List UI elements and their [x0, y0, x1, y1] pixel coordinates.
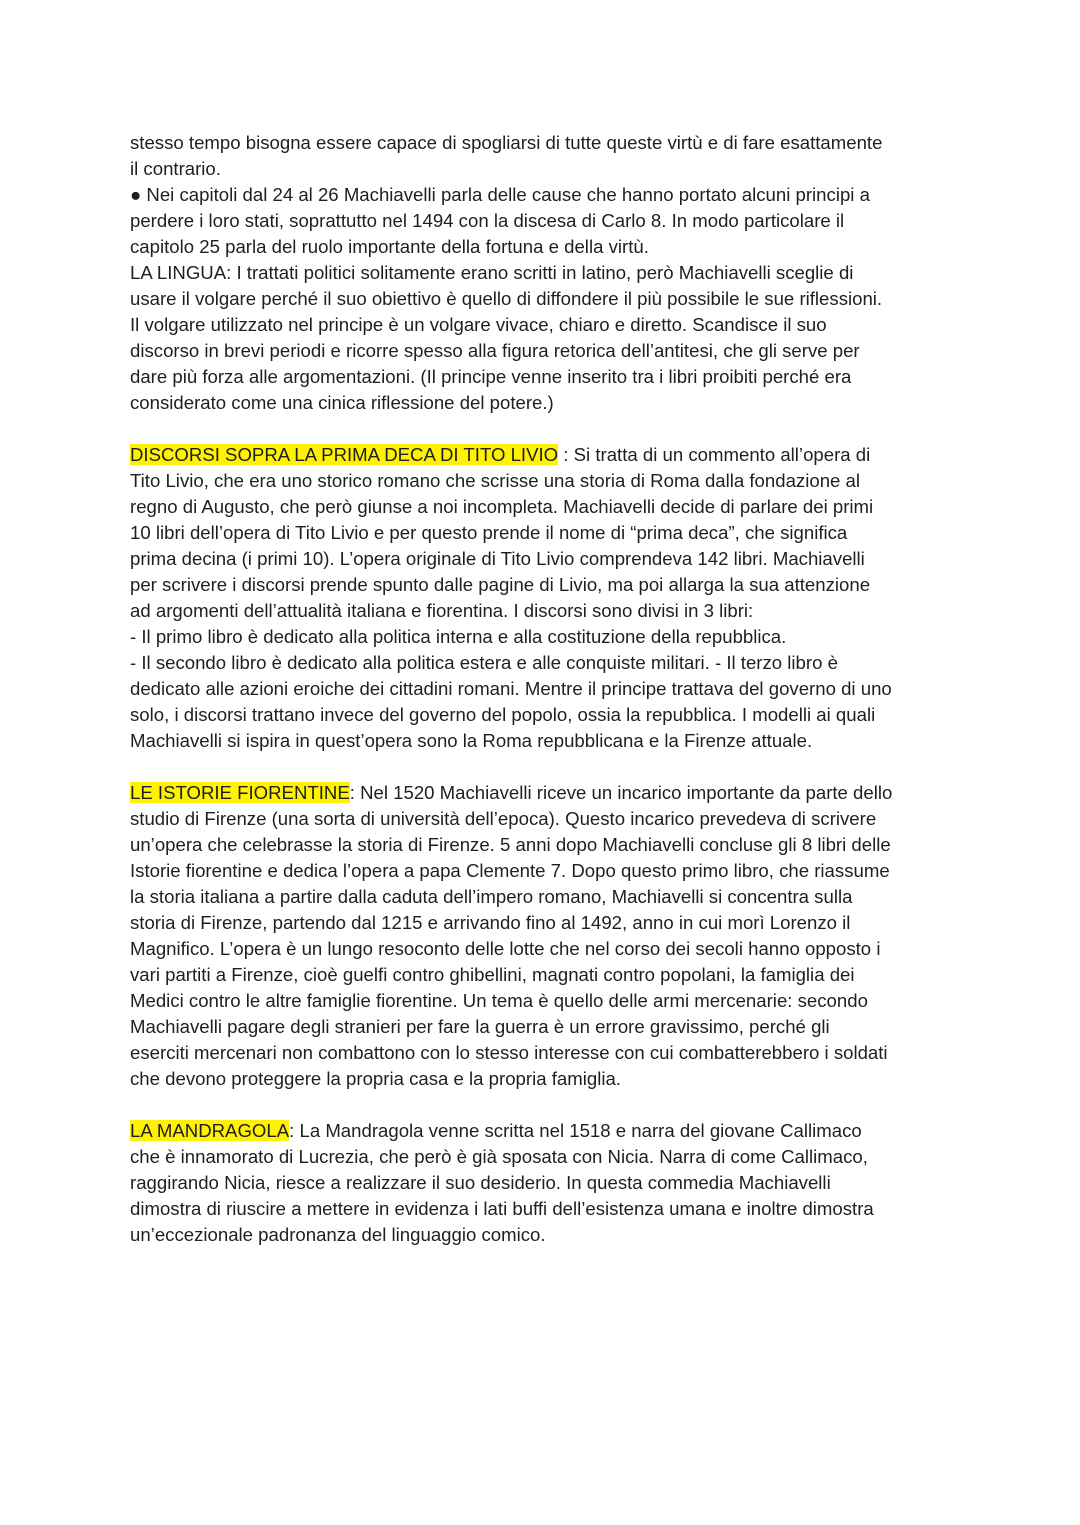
text-line: eserciti mercenari non combattono con lo stesso interesse con cui combatterebbero i soldati: [130, 1042, 888, 1063]
istorie-section: [130, 780, 970, 1092]
mandragola-section: [130, 1118, 970, 1248]
text-line: LA LINGUA: I trattati politici solitamente erano scritti in latino, però Machiavelli sceglie di: [130, 262, 854, 283]
paragraph-spacer: [130, 416, 970, 442]
text-line: Medici contro le altre famiglie fiorentine. Un tema è quello delle armi mercenarie: secondo: [130, 990, 868, 1011]
section-first-line: [130, 780, 970, 806]
text-line: stesso tempo bisogna essere capace di spogliarsi di tutte queste virtù e di fare esattamente: [130, 132, 883, 153]
text-line: Magnifico. L’opera è un lungo resoconto delle lotte che nel corso dei secoli hanno opposto i: [130, 938, 881, 959]
text-line: ad argomenti dell’attualità italiana e fiorentina. I discorsi sono divisi in 3 libri:: [130, 600, 754, 621]
section-heading-highlight: LE ISTORIE FIORENTINE: [130, 782, 350, 803]
text-line: Machiavelli si ispira in quest’opera sono la Roma repubblicana e la Firenze attuale.: [130, 730, 813, 751]
section-heading-highlight: DISCORSI SOPRA LA PRIMA DECA DI TITO LIVIO: [130, 444, 559, 465]
text-line: 10 libri dell’opera di Tito Livio e per questo prende il nome di “prima deca”, che significa: [130, 522, 848, 543]
text-line: dimostra di riuscire a mettere in evidenza i lati buffi dell’esistenza umana e inoltre dimostra: [130, 1198, 874, 1219]
text-line: solo, i discorsi trattano invece del governo del popolo, ossia la repubblica. I modelli ai quali: [130, 704, 876, 725]
text-line: che è innamorato di Lucrezia, che però è già sposata con Nicia. Narra di come Callimaco,: [130, 1146, 868, 1167]
text-line: Machiavelli pagare degli stranieri per fare la guerra è un errore gravissimo, perché gli: [130, 1016, 830, 1037]
text-line: prima decina (i primi 10). L’opera originale di Tito Livio comprendeva 142 libri. Machiavelli: [130, 548, 865, 569]
text-line: il contrario.: [130, 158, 221, 179]
text-line: perdere i loro stati, soprattutto nel 1494 con la discesa di Carlo 8. In modo particolare il: [130, 210, 845, 231]
section-heading-highlight: LA MANDRAGOLA: [130, 1120, 290, 1141]
text-line: un’opera che celebrasse la storia di Firenze. 5 anni dopo Machiavelli concluse gli 8 libri delle: [130, 834, 891, 855]
section-first-line: [130, 442, 970, 468]
text-line: Istorie fiorentine e dedica l’opera a papa Clemente 7. Dopo questo primo libro, che riassume: [130, 860, 890, 881]
paragraph-spacer: [130, 1092, 970, 1118]
section-first-line: [130, 1118, 970, 1144]
document-page: [130, 130, 970, 1248]
list-line: - Il secondo libro è dedicato alla politica estera e alle conquiste militari. - Il terzo libro è: [130, 652, 838, 673]
text-line: per scrivere i discorsi prende spunto dalle pagine di Livio, ma poi allarga la sua attenzione: [130, 574, 871, 595]
text-line: che devono proteggere la propria casa e la propria famiglia.: [130, 1068, 621, 1089]
text-line: discorso in brevi periodi e ricorre spesso alla figura retorica dell’antitesi, che gli serve per: [130, 340, 860, 361]
text-line: dedicato alle azioni eroiche dei cittadini romani. Mentre il principe trattava del governo di uno: [130, 678, 892, 699]
text-line: vari partiti a Firenze, cioè guelfi contro ghibellini, magnati contro popolani, la famiglia dei: [130, 964, 855, 985]
text-line: studio di Firenze (una sorta di università dell’epoca). Questo incarico prevedeva di scrivere: [130, 808, 877, 829]
section-first-line-text: : Si tratta di un commento all’opera di: [558, 444, 871, 465]
section-first-line-text: : Nel 1520 Machiavelli riceve un incarico importante da parte dello: [349, 782, 893, 803]
text-line: un’eccezionale padronanza del linguaggio comico.: [130, 1224, 546, 1245]
text-line: regno di Augusto, che però giunse a noi incompleta. Machiavelli decide di parlare dei primi: [130, 496, 874, 517]
text-line: usare il volgare perché il suo obiettivo è quello di diffondere il più possibile le sue riflessioni.: [130, 288, 883, 309]
text-line: Il volgare utilizzato nel principe è un volgare vivace, chiaro e diretto. Scandisce il suo: [130, 314, 827, 335]
text-line: capitolo 25 parla del ruolo importante della fortuna e della virtù.: [130, 236, 649, 257]
text-line: Tito Livio, che era uno storico romano che scrisse una storia di Roma dalla fondazione al: [130, 470, 861, 491]
intro-section: [130, 130, 970, 416]
paragraph-spacer: [130, 754, 970, 780]
text-line: dare più forza alle argomentazioni. (Il principe venne inserito tra i libri proibiti perché era: [130, 366, 852, 387]
list-line: - Il primo libro è dedicato alla politica interna e alla costituzione della repubblica.: [130, 626, 787, 647]
discorsi-section: [130, 442, 970, 754]
text-line: considerato come una cinica riflessione del potere.): [130, 392, 554, 413]
text-line: la storia italiana a partire dalla caduta dell’impero romano, Machiavelli si concentra sulla: [130, 886, 853, 907]
text-line: storia di Firenze, partendo dal 1215 e arrivando fino al 1492, anno in cui morì Lorenzo il: [130, 912, 851, 933]
text-line: raggirando Nicia, riesce a realizzare il suo desiderio. In questa commedia Machiavelli: [130, 1172, 831, 1193]
bullet-line: ● Nei capitoli dal 24 al 26 Machiavelli parla delle cause che hanno portato alcuni principi a: [130, 184, 870, 205]
section-first-line-text: : La Mandragola venne scritta nel 1518 e narra del giovane Callimaco: [289, 1120, 862, 1141]
